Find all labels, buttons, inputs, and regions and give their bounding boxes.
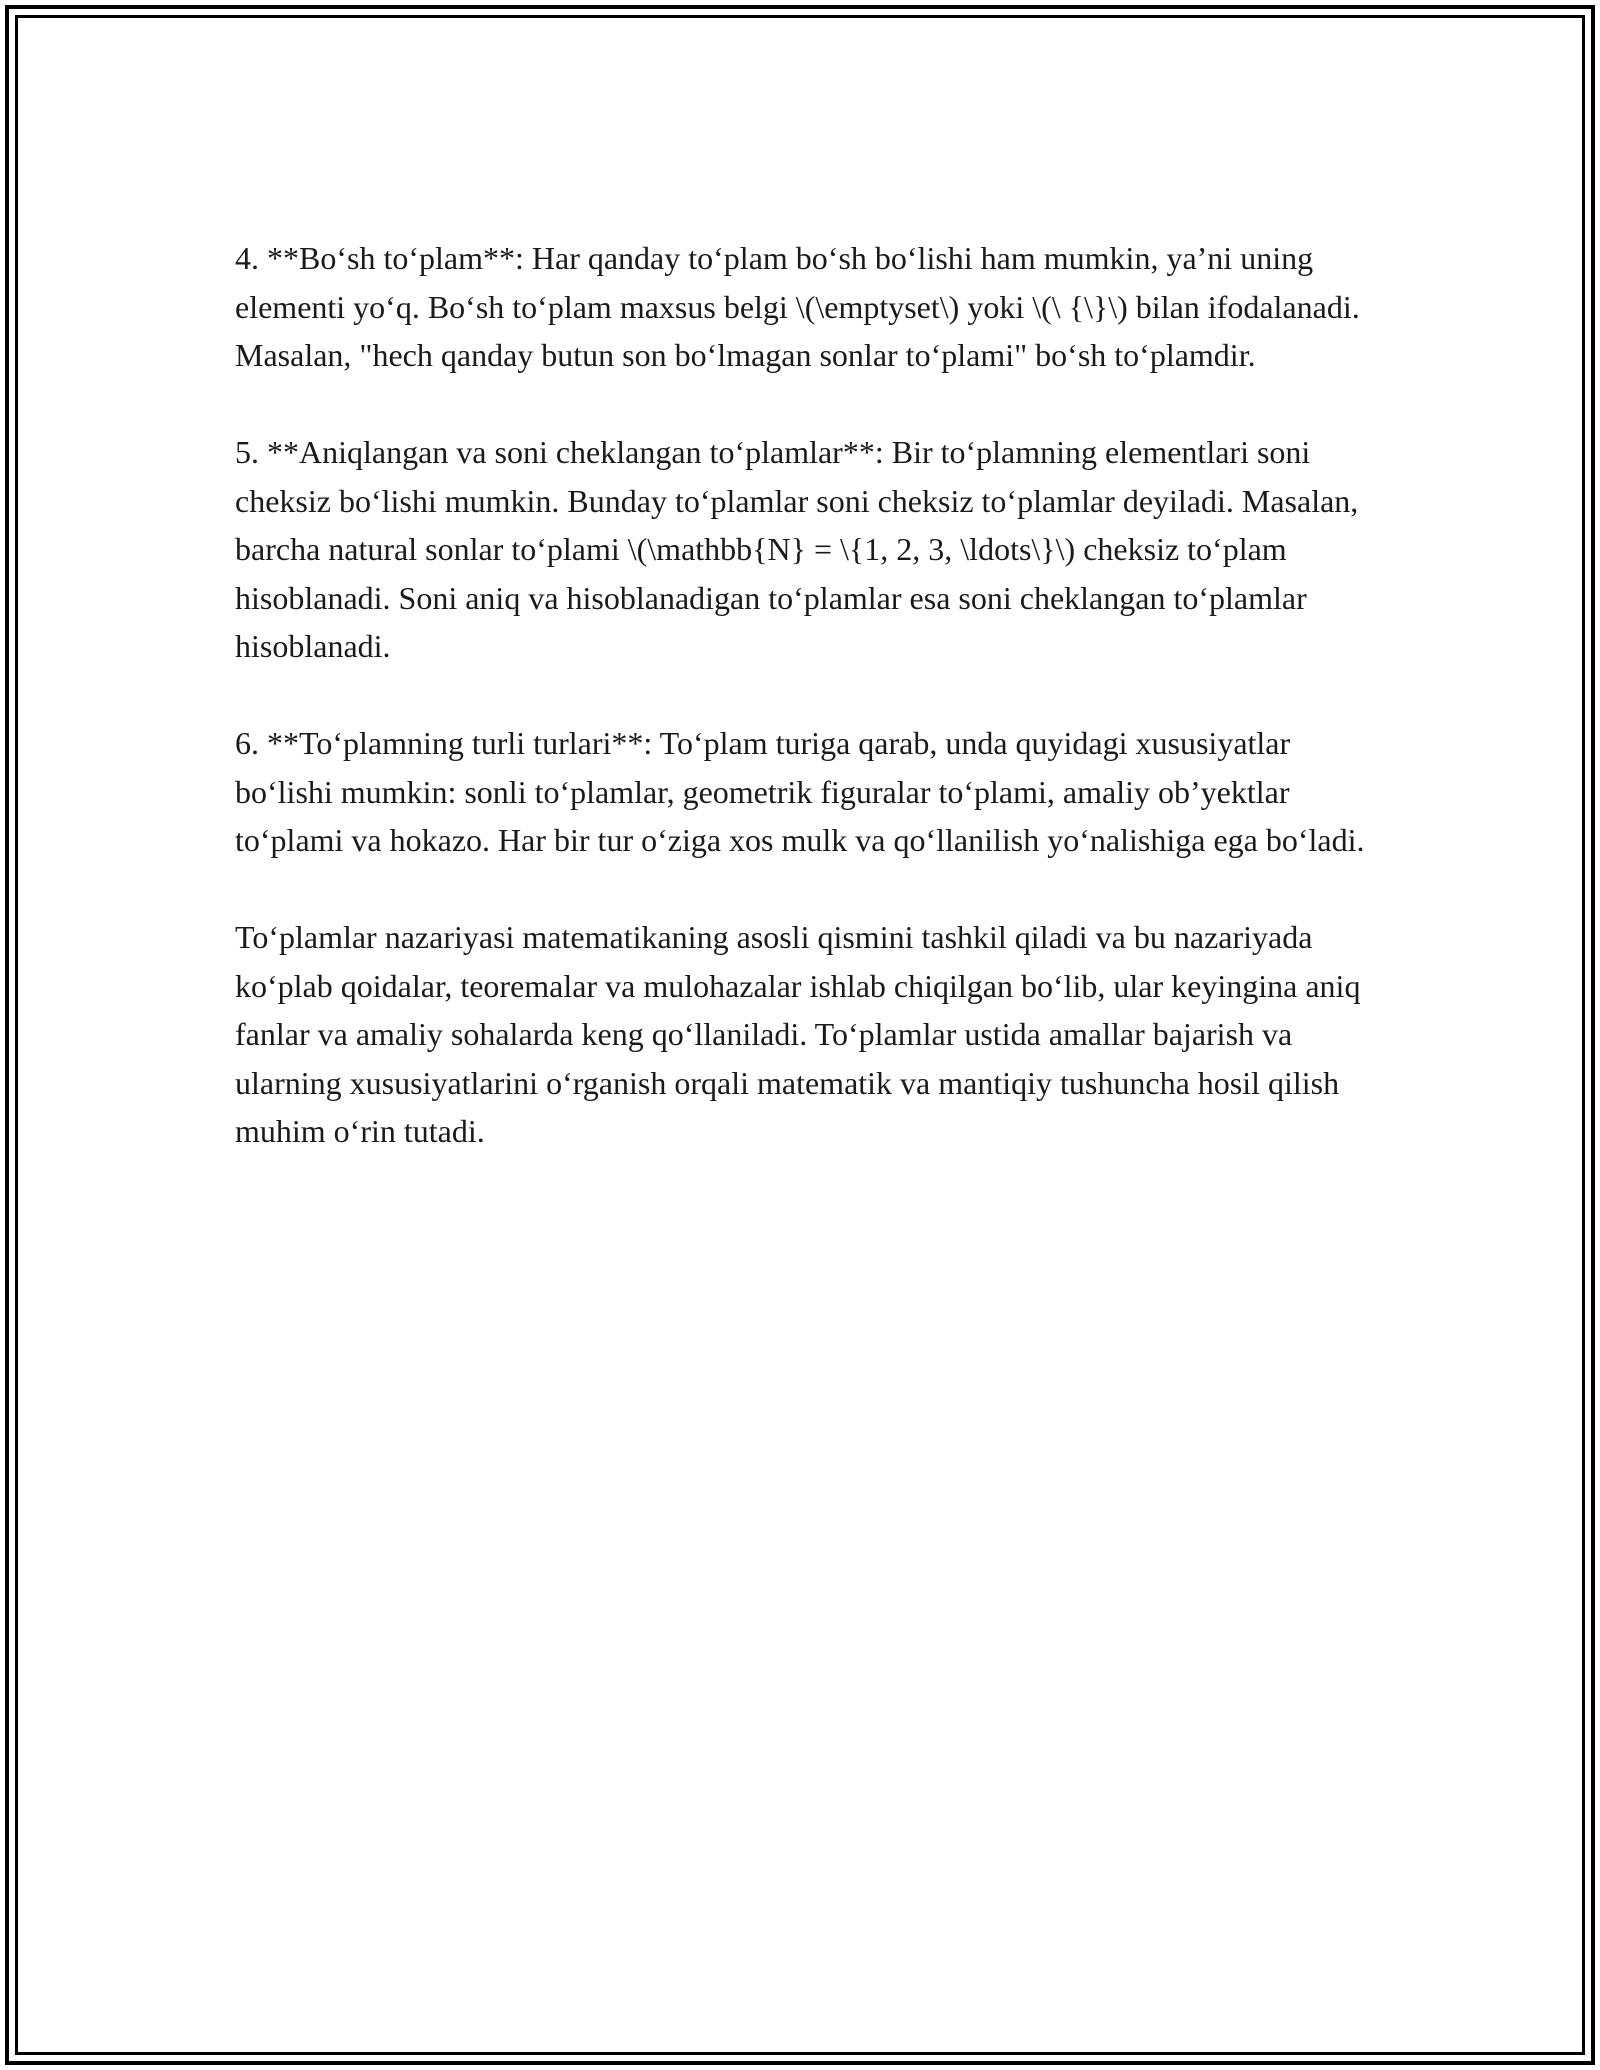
document-body — [235, 234, 1375, 1156]
paragraph-finite-infinite-sets: 5. **Aniqlangan va soni cheklangan to‘plamlar**: Bir to‘plamning elementlari soni cheksiz bo‘lishi mumkin. Bunday to‘plamlar soni cheksiz to‘plamlar deyiladi. Masalan, barcha natural sonlar to‘plami \(\mathbb{N} = \{1, 2, 3, \ldots\}\) cheksiz to‘plam hisoblanadi. Soni aniq va hisoblanadigan to‘plamlar esa soni cheklangan to‘plamlar hisoblanadi. — [235, 434, 1359, 664]
paragraph-conclusion: To‘plamlar nazariyasi matematikaning asosli qismini tashkil qiladi va bu nazariyada ko‘plab qoidalar, teoremalar va mulohazalar ishlab chiqilgan bo‘lib, ular keyingina aniq fanlar va amaliy sohalarda keng qo‘llaniladi. To‘plamlar ustida amallar bajarish va ularning xususiyatlarini o‘rganish orqali matematik va mantiqiy tushuncha hosil qilish muhim o‘rin tutadi. — [235, 919, 1361, 1149]
paragraph-set-types: 6. **To‘plamning turli turlari**: To‘plam turiga qarab, unda quyidagi xususiyatlar bo‘lishi mumkin: sonli to‘plamlar, geometrik figuralar to‘plami, amaliy ob’yektlar to‘plami va hokazo. Har bir tur o‘ziga xos mulk va qo‘llanilish yo‘nalishiga ega bo‘ladi. — [235, 725, 1365, 858]
paragraph-empty-set: 4. **Bo‘sh to‘plam**: Har qanday to‘plam bo‘sh bo‘lishi ham mumkin, ya’ni uning elementi yo‘q. Bo‘sh to‘plam maxsus belgi \(\emptyset\) yoki \(\ {\}\) bilan ifodalanadi. Masalan, "hech qanday butun son bo‘lmagan sonlar to‘plami" bo‘sh to‘plamdir. — [235, 240, 1360, 373]
